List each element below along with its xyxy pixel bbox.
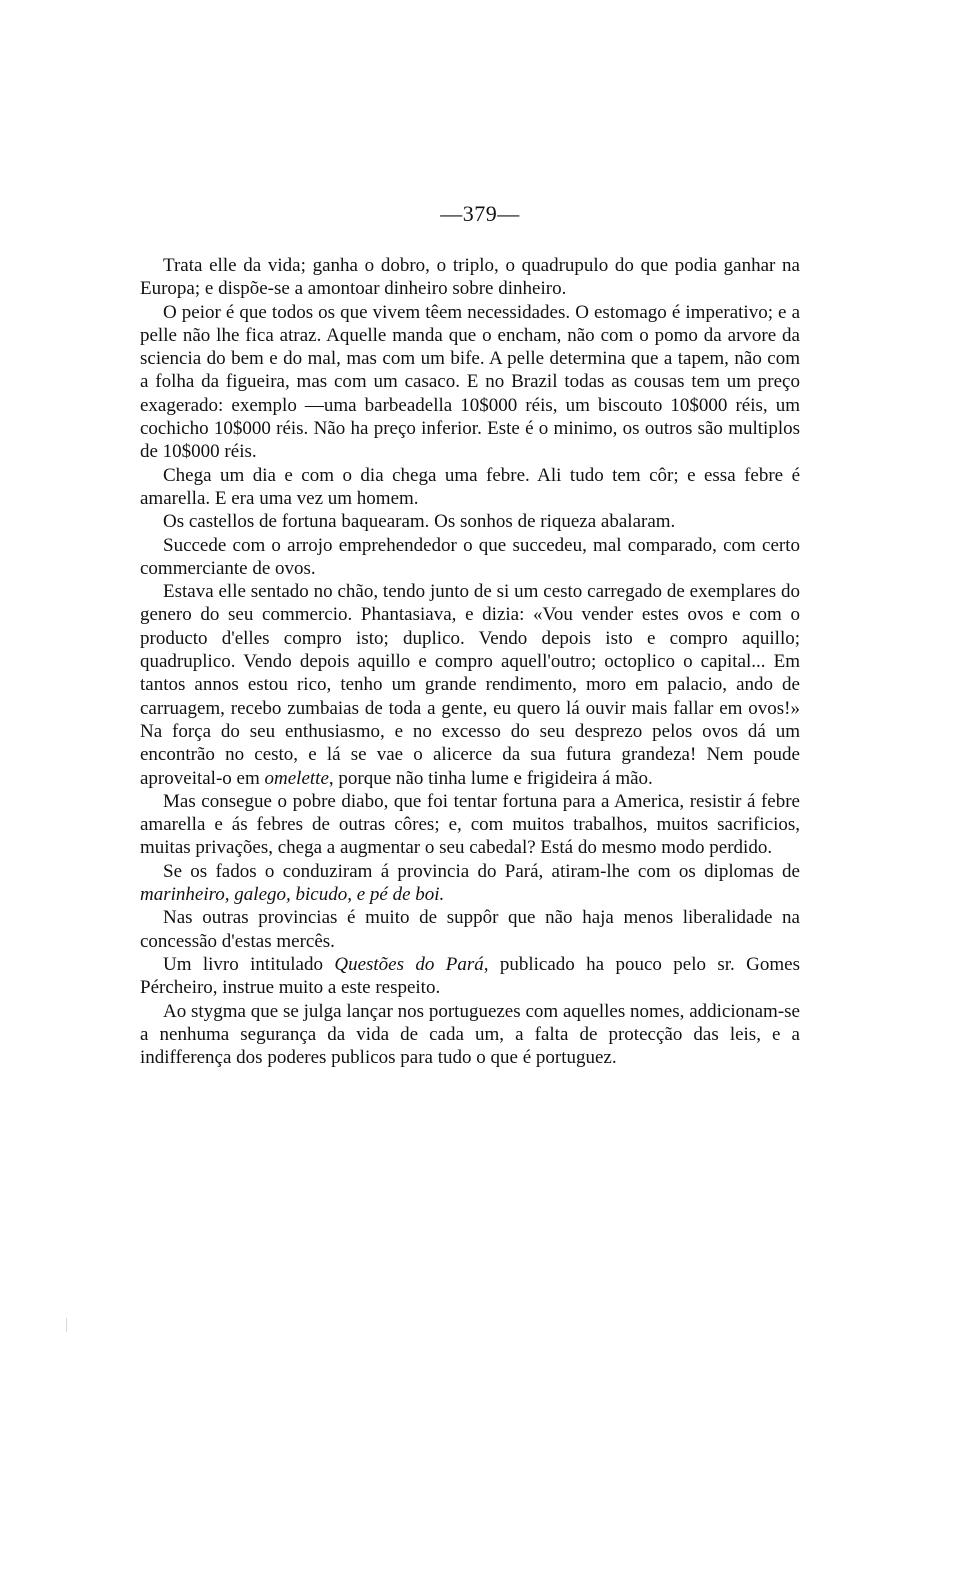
paragraph bbox=[140, 301, 800, 464]
paragraph bbox=[140, 860, 800, 907]
margin-mark bbox=[66, 1318, 67, 1332]
text-segment: Nas outras provincias é muito de suppôr que não haja menos liberalidade na concessão d'estas mercês. bbox=[140, 907, 800, 952]
paragraph bbox=[140, 254, 800, 301]
paragraph bbox=[140, 534, 800, 581]
text-segment: Os castellos de fortuna baquearam. Os sonhos de riqueza abalaram. bbox=[163, 511, 676, 533]
body-text bbox=[140, 254, 800, 1069]
text-segment: Se os fados o conduziram á provincia do Pará, atiram-lhe com os diplomas de bbox=[163, 860, 800, 882]
italic-text: marinheiro, galego, bicudo, e pé de boi. bbox=[140, 884, 445, 906]
text-segment: , porque não tinha lume e frigideira á mão. bbox=[328, 767, 653, 789]
text-segment: O peior é que todos os que vivem têem necessidades. O estomago é imperativo; e a pelle não lhe fica atraz. Aquelle manda que o encham, não com o pomo da arvore da sciencia do bem e do mal, mas com um bife. A pelle determina que a tapem, não com a folha da figueira, mas com um casaco. E no Brazil todas as cousas tem um preço exagerado: exemplo —uma barbeadella 10$000 réis, um biscouto 10$000 réis, um cochicho 10$000 réis. Não ha preço inferior. Este é o minimo, os outros são multiplos de 10$000 réis. bbox=[140, 301, 800, 463]
paragraph bbox=[140, 510, 800, 533]
text-segment: Um livro intitulado bbox=[163, 953, 335, 975]
paragraph bbox=[140, 464, 800, 511]
paragraph bbox=[140, 790, 800, 860]
text-segment: Succede com o arrojo emprehendedor o que succedeu, mal comparado, com certo commerciante de ovos. bbox=[140, 534, 800, 579]
paragraph bbox=[140, 580, 800, 790]
text-segment: Ao stygma que se julga lançar nos portuguezes com aquelles nomes, addicionam-se a nenhuma segurança da vida de cada um, a falta de protecção das leis, e a indifferença dos poderes publicos para tudo o que é portuguez. bbox=[140, 1000, 800, 1069]
text-segment: Trata elle da vida; ganha o dobro, o triplo, o quadrupulo do que podia ganhar na Europa; e dispõe-se a amontoar dinheiro sobre dinheiro. bbox=[140, 255, 800, 300]
paragraph bbox=[140, 953, 800, 1000]
paragraph bbox=[140, 906, 800, 953]
paragraph bbox=[140, 1000, 800, 1070]
page-number: —379— bbox=[440, 201, 520, 226]
text-segment: Chega um dia e com o dia chega uma febre. Ali tudo tem côr; e essa febre é amarella. E era uma vez um homem. bbox=[140, 464, 800, 509]
text-segment: , publicado ha pouco pelo sr. Gomes Pércheiro, instrue muito a este respeito. bbox=[140, 953, 800, 999]
text-segment: Mas consegue o pobre diabo, que foi tentar fortuna para a America, resistir á febre amarella e ás febres de outras côres; e, com muitos trabalhos, muitos sacrificios, muitas privações, chega a augmentar o seu cabedal? Está do mesmo modo perdido. bbox=[140, 790, 800, 859]
italic-text: omelette bbox=[264, 767, 329, 789]
text-segment: Estava elle sentado no chão, tendo junto de si um cesto carregado de exemplares do genero do seu commercio. Phantasiava, e dizia: «Vou vender estes ovos e com o producto d'elles compro isto; duplico. Vendo depois isto e compro aquillo; quadruplico. Vendo depois aquillo e compro aquell'outro; octoplico o capital... Em tantos annos estou rico, tenho um grande rendimento, moro em palacio, ando de carruagem, recebo zumbaias de toda a gente, eu quero lá ouvir mais fallar em ovos!» Na força do seu enthusiasmo, e no excesso do seu desprezo pelos ovos dá um encontrão no cesto, e lá se vae o alicerce da sua futura grandeza! Nem poude aproveital-o em bbox=[140, 581, 800, 789]
italic-text: Questões do Pará bbox=[334, 953, 484, 975]
